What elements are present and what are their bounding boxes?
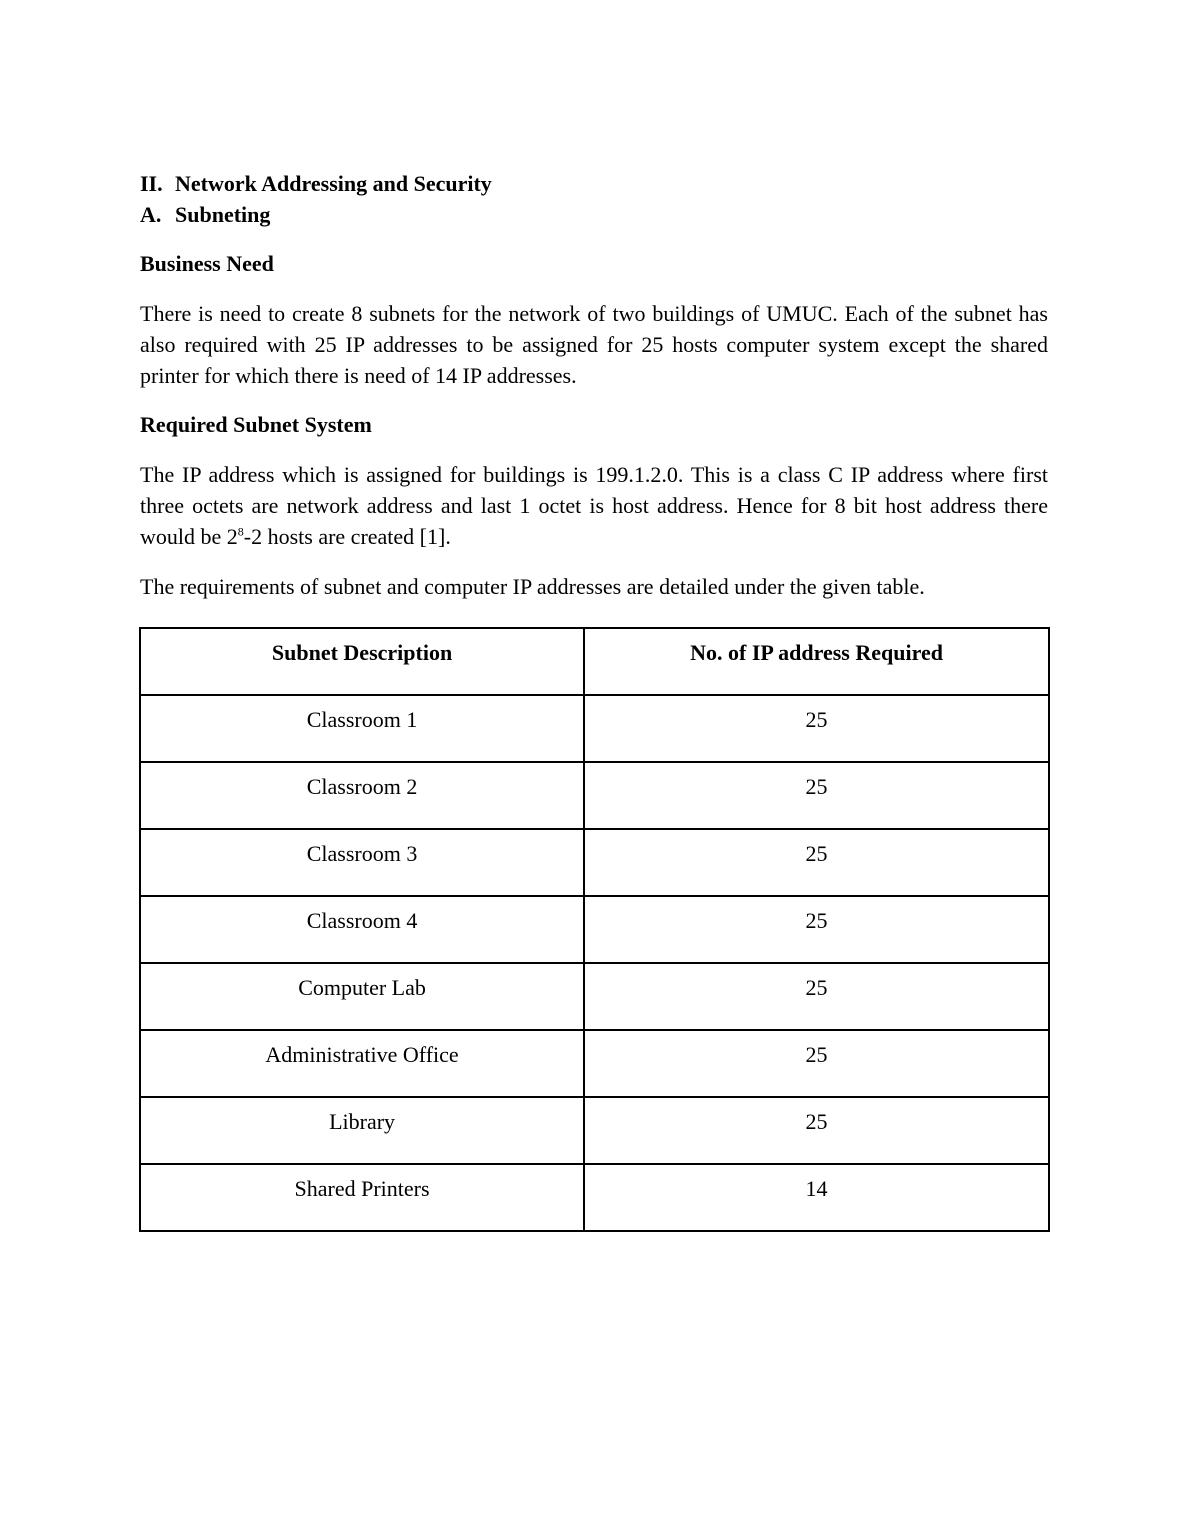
exponent: 8 [237,524,244,539]
table-row [140,695,1049,762]
table-row [140,963,1049,1030]
table-row [140,896,1049,963]
row-description: Shared Printers [140,1164,584,1231]
row-description: Classroom 3 [140,829,584,896]
row-ip-count: 25 [584,1030,1049,1097]
row-ip-count: 25 [584,1097,1049,1164]
section-title: Network Addressing and Security [175,171,492,196]
required-subnet-text-part1: The IP address which is assigned for buildings is 199.1.2.0. This is a class C IP address where first three octets are network address and last 1 octet is host address. Hence for 8 bit host address there would be 2 [140,462,1048,549]
row-description: Classroom 2 [140,762,584,829]
section-number: II. [140,171,163,196]
row-description: Computer Lab [140,963,584,1030]
table-header-row [140,628,1049,695]
header-subnet-description: Subnet Description [140,628,584,695]
section-heading [140,168,1048,199]
table-row [140,829,1049,896]
table-row [140,1164,1049,1231]
subsection-number: A. [140,202,162,227]
row-description: Classroom 4 [140,896,584,963]
row-description: Classroom 1 [140,695,584,762]
row-description: Library [140,1097,584,1164]
business-need-text: There is need to create 8 subnets for the network of two buildings of UMUC. Each of the subnet has also required with 25 IP addresses to be assigned for 25 hosts computer system except the shared printer for which there is need of 14 IP addresses. [140,301,1048,388]
header-ip-count: No. of IP address Required [584,628,1049,695]
subnet-requirements-table [139,627,1050,1232]
row-ip-count: 25 [584,829,1049,896]
subsection-title: Subneting [175,202,271,227]
row-description: Administrative Office [140,1030,584,1097]
required-subnet-text [140,459,1048,552]
business-need-heading: Business Need [140,251,274,276]
row-ip-count: 25 [584,695,1049,762]
table-row [140,762,1049,829]
row-ip-count: 14 [584,1164,1049,1231]
required-subnet-text-part2: -2 hosts are created [1]. [243,524,451,549]
table-row [140,1097,1049,1164]
table-row [140,1030,1049,1097]
row-ip-count: 25 [584,896,1049,963]
row-ip-count: 25 [584,762,1049,829]
table-intro-text: The requirements of subnet and computer IP addresses are detailed under the given table. [140,574,925,599]
document-page [140,168,1048,602]
subsection-heading [140,199,1048,230]
required-subnet-heading: Required Subnet System [140,412,372,437]
row-ip-count: 25 [584,963,1049,1030]
